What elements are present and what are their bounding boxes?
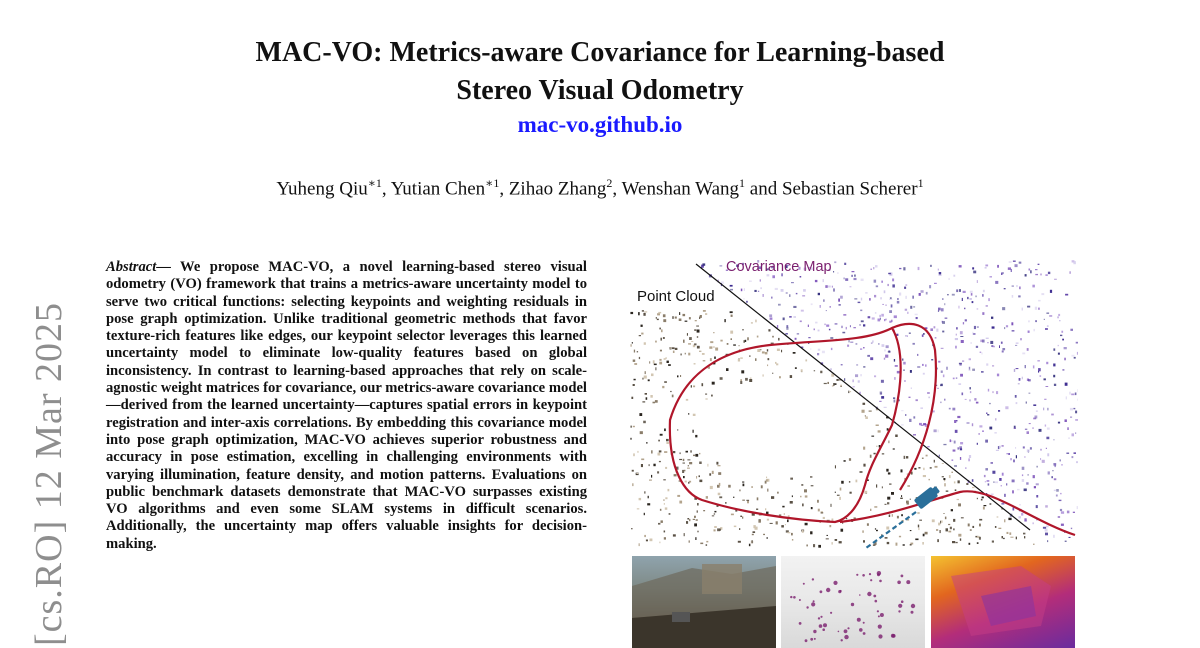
covariance-map-label: Covariance Map (726, 259, 832, 275)
project-url-link[interactable]: mac-vo.github.io (517, 112, 683, 137)
author-name: Sebastian Scherer (781, 178, 918, 200)
author-separator: , (381, 178, 391, 200)
paper-title (0, 34, 1200, 110)
trajectory-path (670, 324, 1075, 535)
author-affiliation: 1 (917, 176, 924, 190)
author-separator: , (499, 178, 509, 200)
abstract (106, 259, 587, 553)
author-name: Wenshan Wang (621, 178, 740, 200)
input-image-thumbnail (632, 556, 776, 648)
author-affiliation: ∗1 (485, 176, 500, 190)
title-line-1: MAC-VO: Metrics-aware Covariance for Learning-based (255, 37, 945, 68)
keypoint-thumbnail (781, 556, 925, 648)
abstract-dash: — (156, 259, 181, 275)
arxiv-stamp (24, 300, 74, 648)
author-affiliation: 1 (739, 176, 746, 190)
author-and: and (745, 178, 782, 200)
abstract-text: We propose MAC-VO, a novel learning-based stereo visual odometry (VO) framework that trains a metrics-aware uncertainty model to serve two critical functions: selecting keypoints and weighting residuals in pose graph optimization. Unlike traditional geometric methods that favor texture-rich features like edges, our keypoint selector leverages this learned uncertainty model to eliminate low-quality features based on global inconsistency. In contrast to learning-based approaches that rely on scale-agnostic weight matrices for covariance, our metrics-aware covariance model—derived from the learned uncertainty—captures spatial errors in keypoint registration and inter-axis correlations. By embedding this covariance model into pose graph optimization, MAC-VO achieves superior robustness and accuracy in pose estimation, excelling in challenging environments with varying illumination, feature density, and motion patterns. Evaluations on public benchmark datasets demonstrate that MAC-VO surpasses existing VO algorithms and even some SLAM systems in difficult scenarios. Additionally, the uncertainty map offers valuable insights for decision-making. (106, 259, 587, 552)
title-line-2: Stereo Visual Odometry (456, 75, 744, 106)
keypoint-overlay (781, 556, 925, 648)
author-separator: , (612, 178, 622, 200)
author-name: Yutian Chen (390, 178, 486, 200)
abstract-label: Abstract (106, 259, 157, 275)
author-affiliation: ∗1 (367, 176, 382, 190)
uncertainty-map-thumbnail (931, 556, 1075, 648)
scene-image (632, 556, 776, 648)
uncertainty-heatmap (931, 556, 1075, 648)
teaser-figure (630, 250, 1078, 648)
arxiv-stamp-text: [cs.RO] 12 Mar 2025 (28, 301, 70, 647)
author-affiliation: 2 (606, 176, 613, 190)
author-name: Yuheng Qiu (276, 178, 368, 200)
point-cloud-region (630, 310, 1034, 548)
author-list (0, 176, 1200, 200)
point-cloud-label: Point Cloud (637, 288, 715, 305)
author-name: Zihao Zhang (508, 178, 607, 200)
